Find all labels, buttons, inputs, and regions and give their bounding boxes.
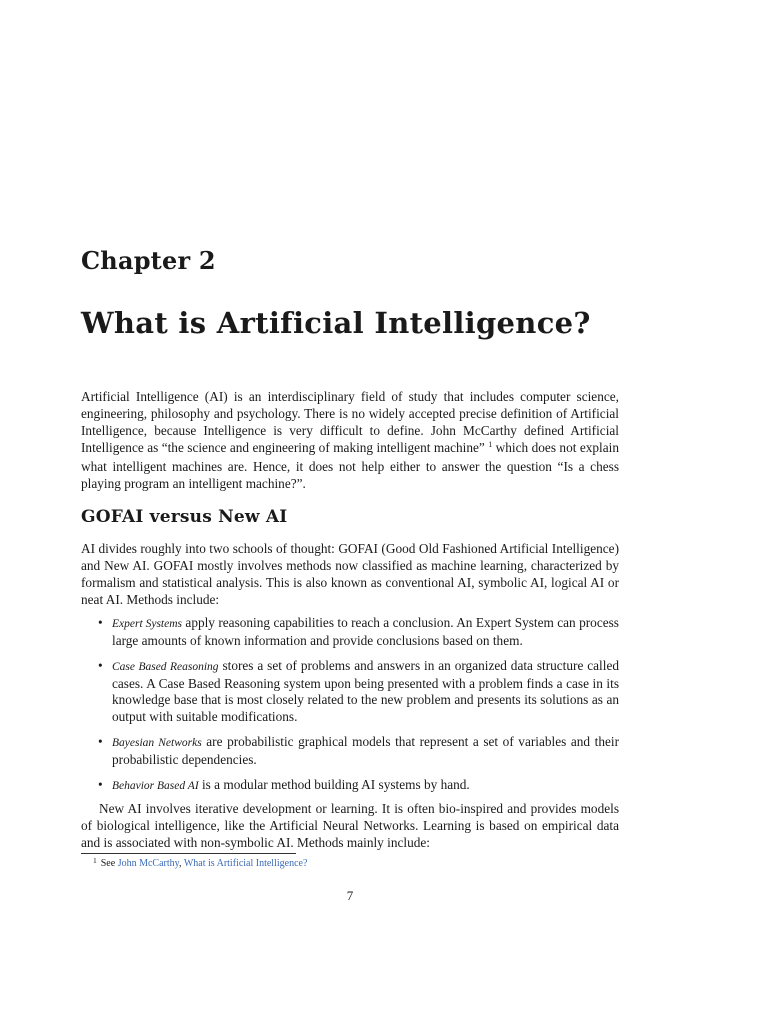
list-item-text: apply reasoning capabilities to reach a conclusion. An Expert System can process large amounts of known information and provide conclusions based on them. (112, 615, 619, 648)
list-item (81, 615, 619, 649)
list-item (81, 734, 619, 768)
footnote-title-link[interactable]: What is Artificial Intelligence? (183, 858, 308, 869)
page-number: 7 (346, 888, 354, 903)
list-item-text: are probabilistic graphical models that represent a set of variables and their probabilistic dependencies. (112, 734, 619, 767)
list-item (81, 658, 619, 725)
intro-text-continued: which does not explain what intelligent machines are. Hence, it does not help either to answer the question “Is a chess playing program an intelligent machine?”. (81, 440, 619, 491)
methods-list (81, 615, 619, 795)
list-item-text: stores a set of problems and answers in an organized data structure called cases. A Case Based Reasoning system upon being presented with a problem finds a case in its knowledge base that is most closely related to the new problem and presents its solutions as an output with suitable modifications. (112, 658, 619, 724)
intro-text: Artificial Intelligence (AI) is an interdisciplinary field of study that includes computer science, engineering, philosophy and psychology. There is no widely accepted precise definition of Artificial Intelligence, because Intelligence is very difficult to define. John McCarthy defined Artificial Intelligence as “the science and engineering of making intelligent machine” (81, 389, 619, 455)
footnote-author-link[interactable]: John McCarthy (117, 858, 179, 869)
footnote-prefix: See (100, 858, 118, 869)
bullet-icon: • (98, 734, 103, 749)
intro-paragraph (81, 388, 619, 492)
bullet-icon: • (98, 777, 103, 792)
list-item (81, 777, 619, 795)
list-item-term: Bayesian Networks (112, 737, 202, 749)
footnote-reference[interactable]: 1 (488, 440, 493, 449)
bullet-icon: • (98, 658, 103, 673)
footnote-divider (81, 853, 296, 854)
list-item-term: Behavior Based AI (112, 780, 199, 792)
list-item-term: Expert Systems (112, 618, 183, 630)
list-item-text: is a modular method building AI systems by hand. (198, 777, 470, 792)
section-paragraph: AI divides roughly into two schools of thought: GOFAI (Good Old Fashioned Artificial Intelligence) and New AI. GOFAI mostly involves methods now classified as machine learning, characterized by formalism and statistical analysis. This is also known as conventional AI, symbolic AI, logical AI or neat AI. Methods include: (81, 541, 619, 607)
footnote (81, 857, 307, 870)
list-item-term: Case Based Reasoning (112, 661, 219, 673)
section-title: GOFAI versus New AI (81, 507, 288, 527)
bullet-icon: • (98, 615, 103, 630)
closing-paragraph: New AI involves iterative development or learning. It is often bio-inspired and provides models of biological intelligence, like the Artificial Neural Networks. Learning is based on empirical data and is associated with non-symbolic AI. Methods mainly include: (81, 801, 619, 850)
chapter-title: What is Artificial Intelligence? (81, 306, 591, 340)
chapter-label: Chapter 2 (81, 246, 216, 275)
footnote-number: 1 (93, 856, 97, 865)
footnote-separator: , (179, 858, 184, 869)
